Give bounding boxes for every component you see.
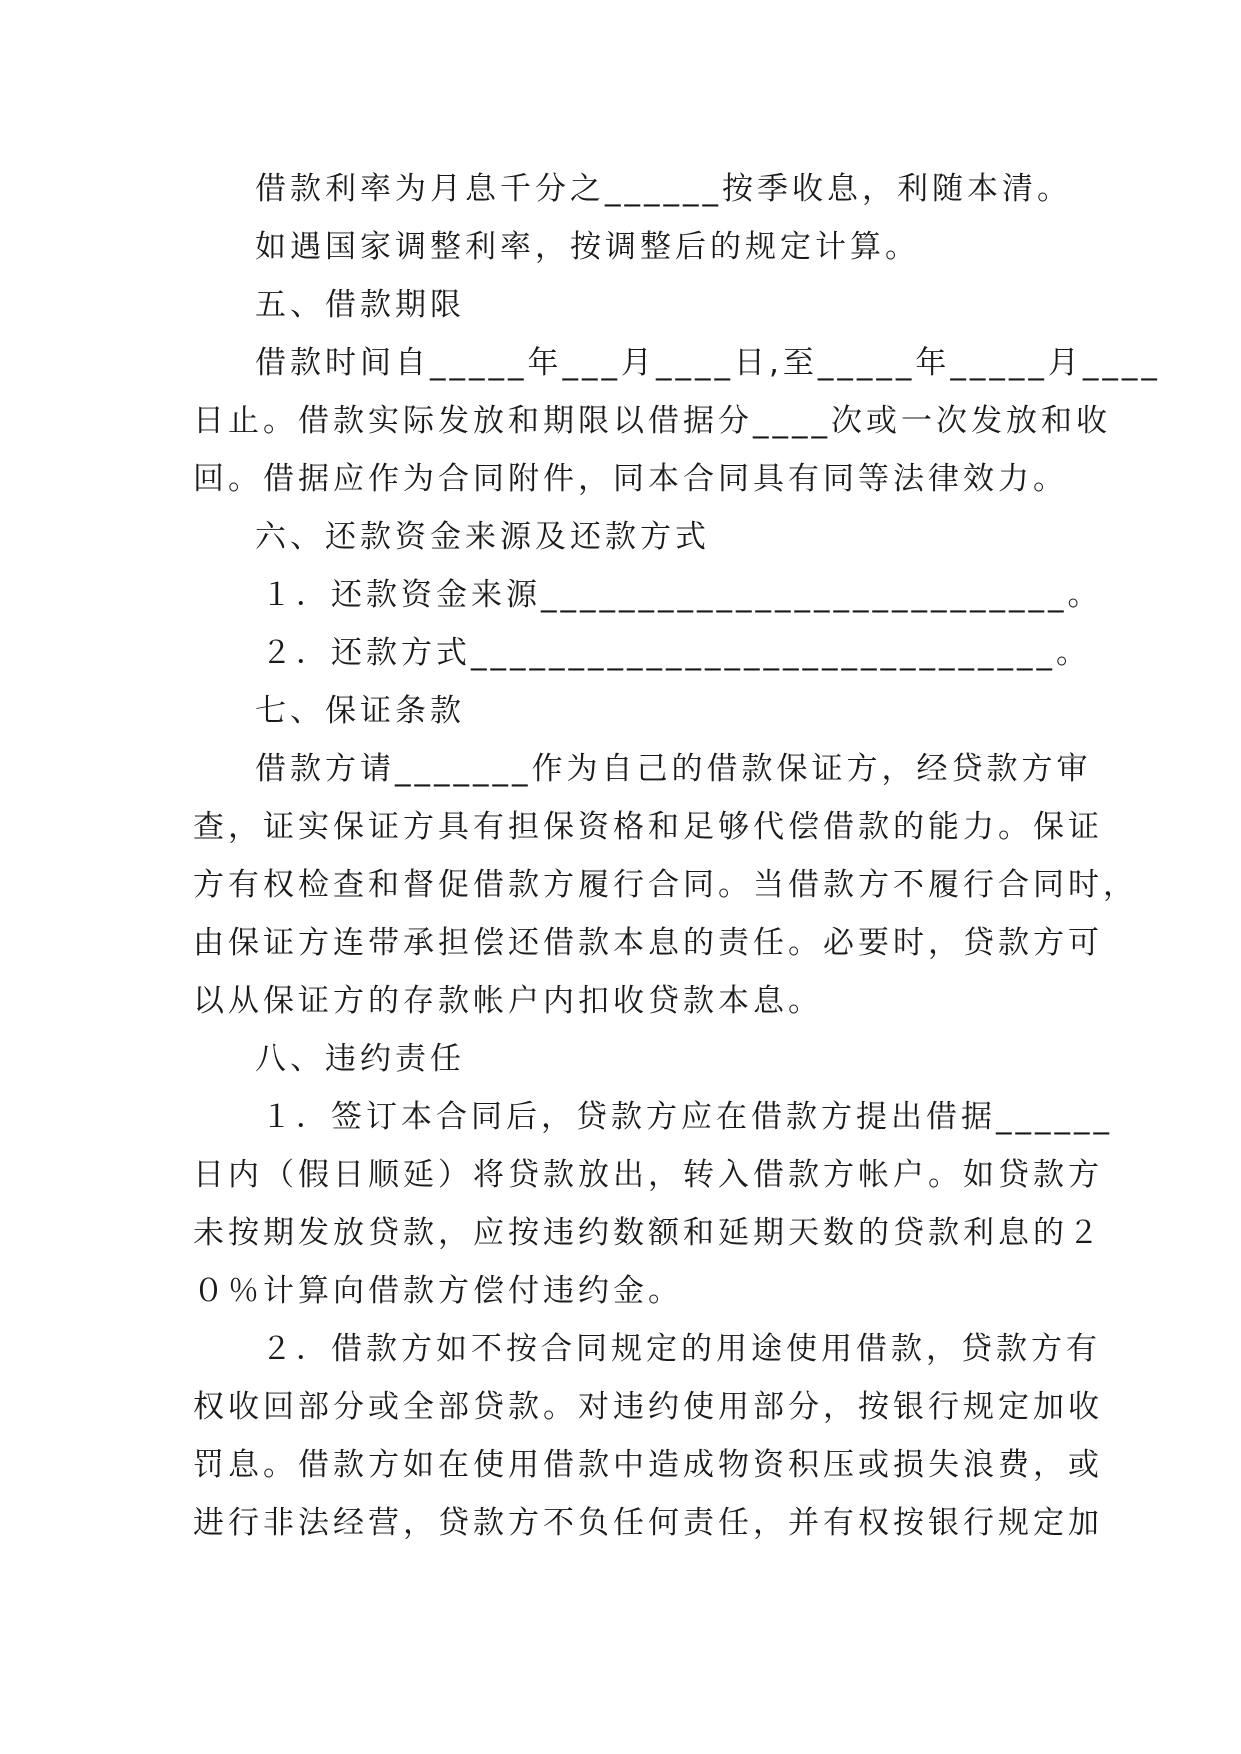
loan-term-line-3: 回。借据应作为合同附件，同本合同具有同等法律效力。: [193, 461, 1068, 497]
loan-term-line-1: 借款时间自_____年___月____日,至_____年_____月____: [255, 345, 1161, 381]
breach-2-line-1: ２．借款方如不按合同规定的用途使用借款，贷款方有: [261, 1331, 1101, 1367]
guarantee-line-1: 借款方请_______作为自己的借款保证方，经贷款方审: [255, 751, 1092, 787]
breach-1-line-3: 未按期发放贷款，应按违约数额和延期天数的贷款利息的２: [193, 1215, 1103, 1251]
guarantee-line-3: 方有权检查和督促借款方履行合同。当借款方不履行合同时，: [193, 867, 1138, 903]
breach-1-line-4: ０％计算向借款方偿付违约金。: [193, 1273, 683, 1309]
breach-2-line-2: 权收回部分或全部贷款。对违约使用部分，按银行规定加收: [193, 1389, 1103, 1425]
section-8-heading: 八、违约责任: [255, 1041, 465, 1077]
document-body: [193, 160, 1161, 1552]
repay-source-line: １．还款资金来源___________________________。: [261, 577, 1103, 613]
guarantee-line-5: 以从保证方的存款帐户内扣收贷款本息。: [193, 983, 823, 1019]
section-5-heading: 五、借款期限: [255, 287, 465, 323]
breach-1-line-1: １．签订本合同后，贷款方应在借款方提出借据______: [261, 1099, 1113, 1135]
section-6-heading: 六、还款资金来源及还款方式: [255, 519, 710, 555]
rate-adjust-line: 如遇国家调整利率，按调整后的规定计算。: [255, 229, 920, 265]
interest-rate-line: 借款利率为月息千分之______按季收息，利随本清。: [255, 171, 1072, 207]
repay-method-line: ２．还款方式______________________________。: [261, 635, 1091, 671]
breach-2-line-4: 进行非法经营，贷款方不负任何责任，并有权按银行规定加: [193, 1505, 1103, 1541]
guarantee-line-2: 查，证实保证方具有担保资格和足够代偿借款的能力。保证: [193, 809, 1103, 845]
section-7-heading: 七、保证条款: [255, 693, 465, 729]
loan-term-line-2: 日止。借款实际发放和期限以借据分____次或一次发放和收: [193, 403, 1111, 439]
breach-1-line-2: 日内（假日顺延）将贷款放出，转入借款方帐户。如贷款方: [193, 1157, 1103, 1193]
guarantee-line-4: 由保证方连带承担偿还借款本息的责任。必要时，贷款方可: [193, 925, 1103, 961]
breach-2-line-3: 罚息。借款方如在使用借款中造成物资积压或损失浪费，或: [193, 1447, 1103, 1483]
